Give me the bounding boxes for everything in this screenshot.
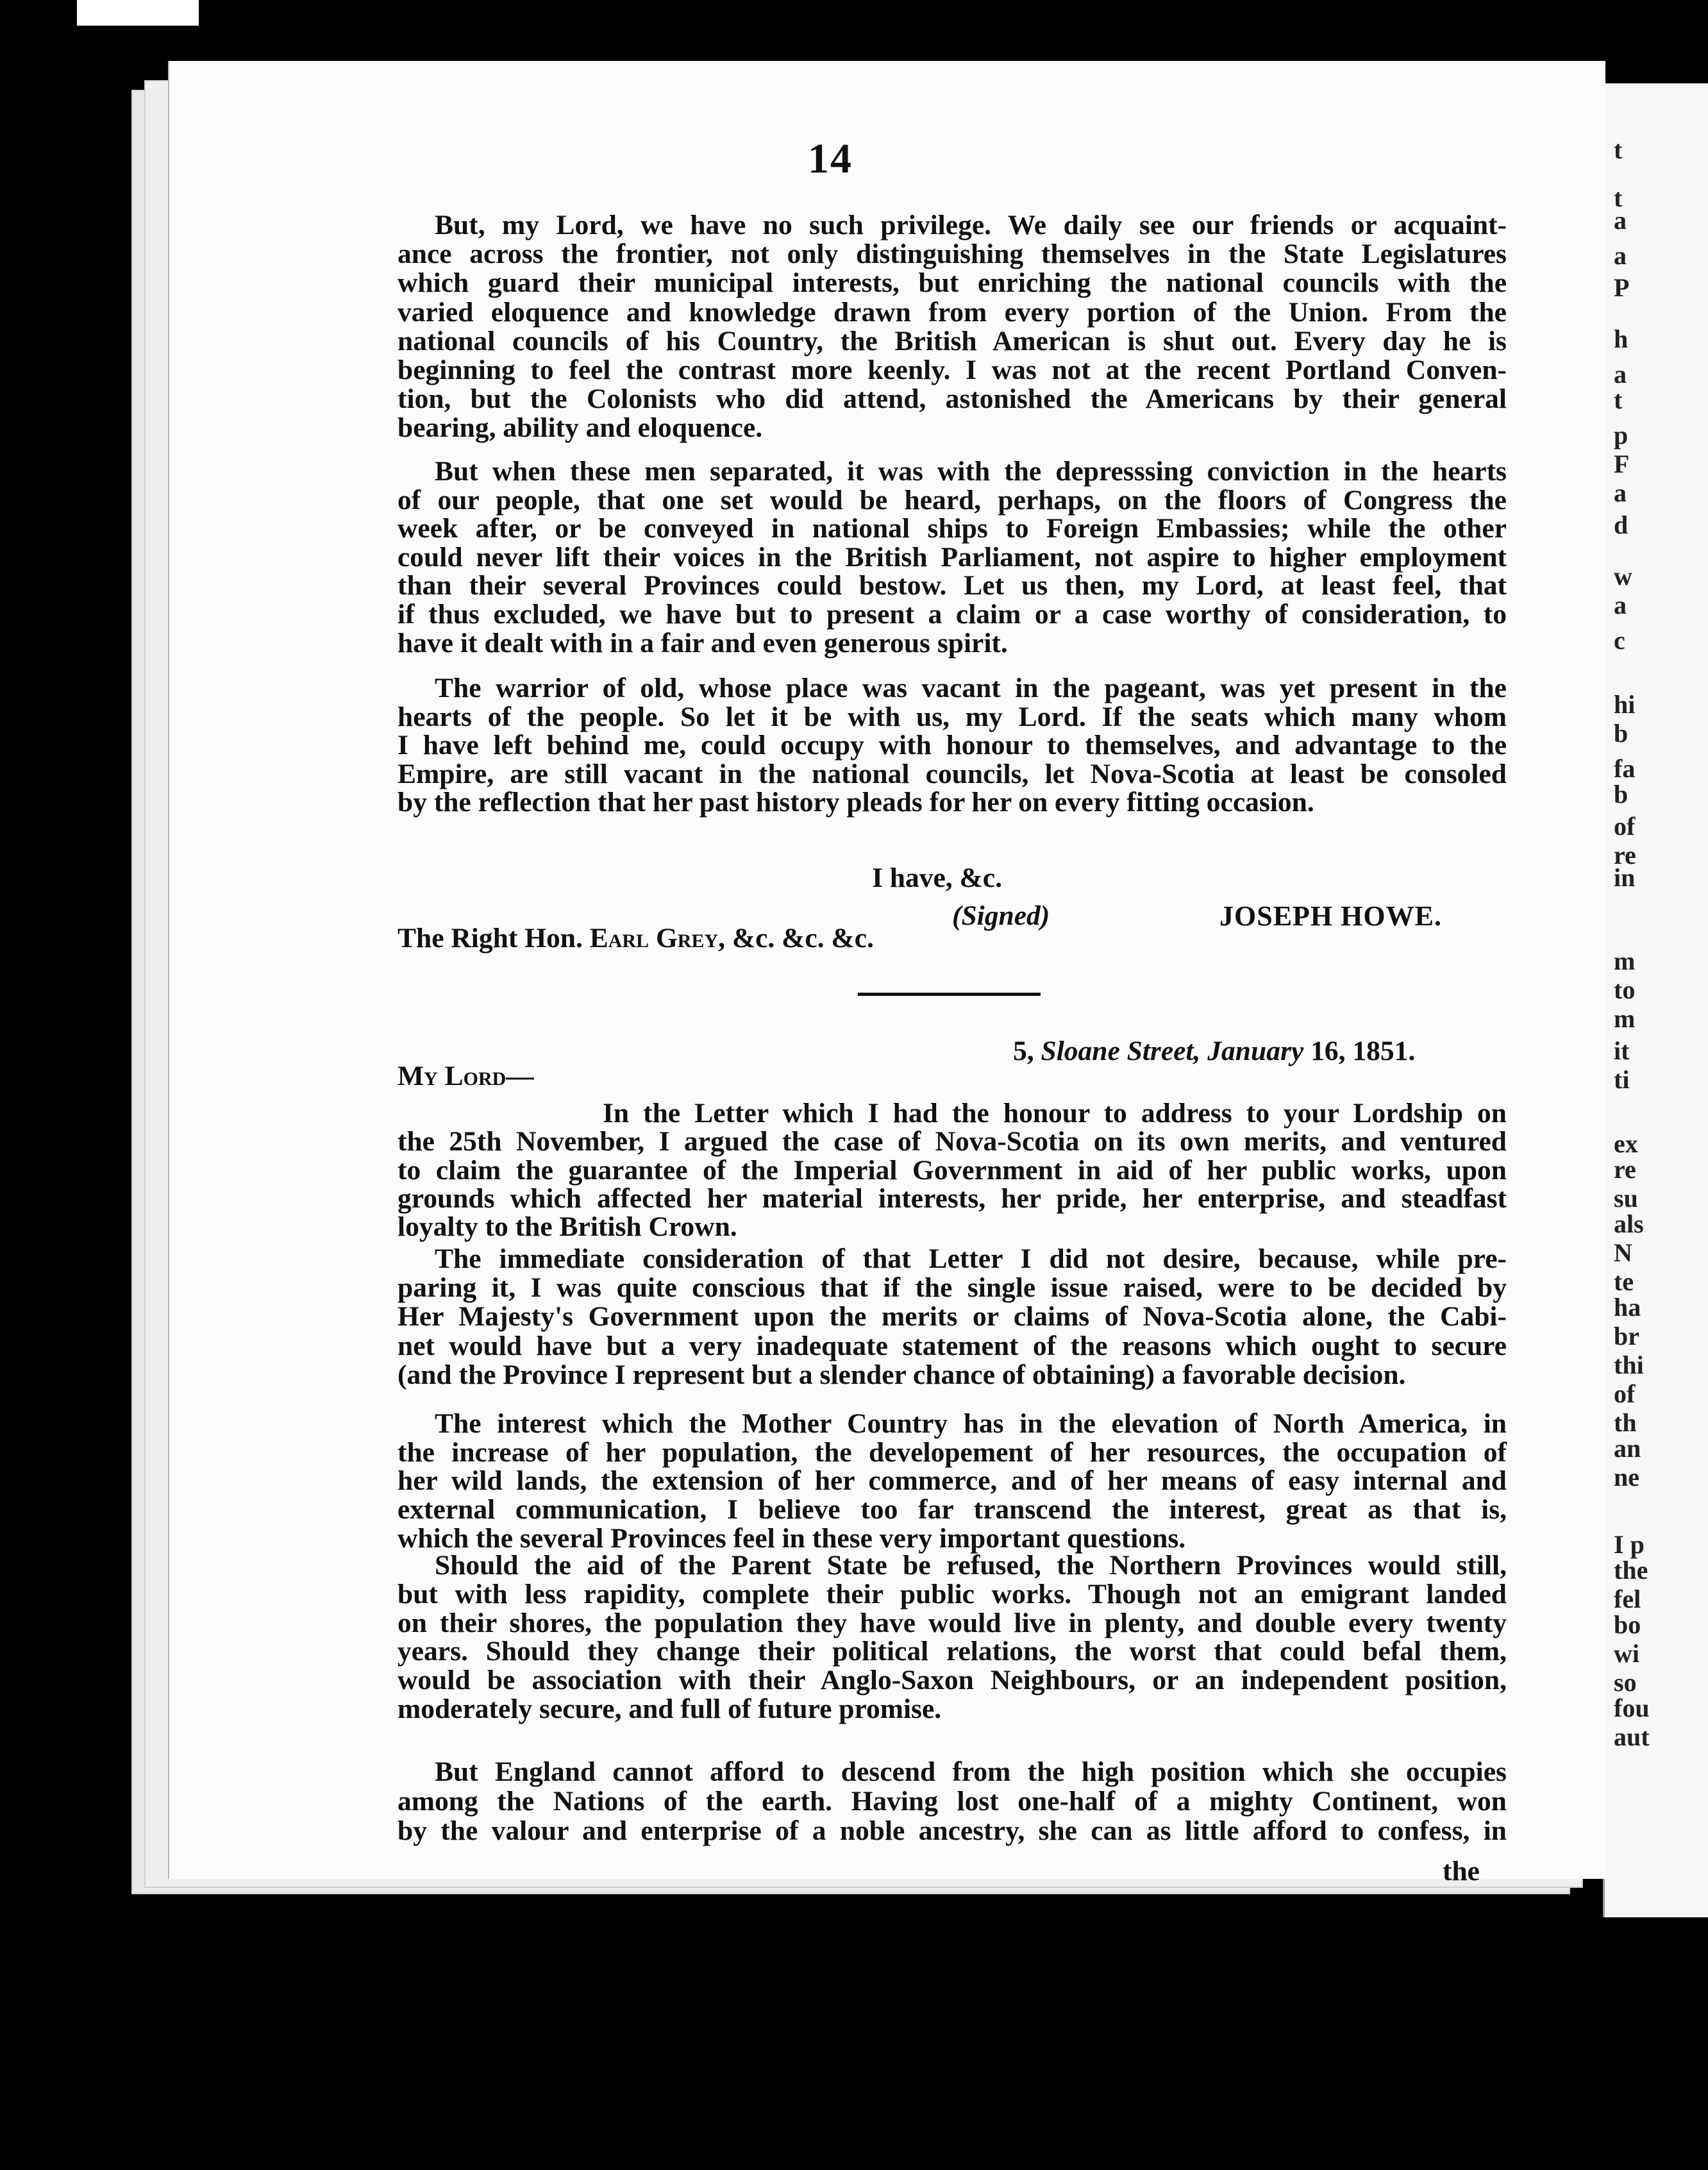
text-line: (and the Province I represent but a slender chance of obtaining) a favorable decision. (398, 1359, 1406, 1390)
text-line: would be association with their Anglo-Saxon Neighbours, or an independent position, (398, 1665, 1507, 1696)
signature: JOSEPH HOWE. (1219, 900, 1442, 932)
text-line: the 25th November, I argued the case of Nova-Scotia on its own merits, and ventured (398, 1126, 1507, 1157)
facing-page-fragment: c (1614, 626, 1625, 655)
facing-page-fragment: t (1614, 183, 1623, 212)
facing-page-fragment: m (1614, 946, 1636, 975)
facing-page-fragment: a (1614, 591, 1627, 619)
text-line: by the valour and enterprise of a noble ancestry, she can as little afford to confess, in (398, 1815, 1507, 1846)
text-line: moderately secure, and full of future promise. (398, 1694, 942, 1724)
text-line: loyalty to the British Crown. (398, 1211, 737, 1243)
text-line: Should the aid of the Parent State be refused, the Northern Provinces would still, (435, 1550, 1507, 1581)
text-line: The immediate consideration of that Letter I did not desire, because, while pre- (435, 1243, 1507, 1274)
text-line: ance across the frontier, not only distinguishing themselves in the State Legislatures (398, 239, 1507, 270)
text-line: which guard their municipal interests, but enriching the national councils with the (398, 267, 1507, 299)
text-line: if thus excluded, we have but to present a claim or a case worthy of consideration, to (398, 599, 1507, 630)
facing-page-fragment: m (1614, 1004, 1636, 1033)
facing-page-fragment: a (1614, 206, 1627, 235)
text-line: national councils of his Country, the British American is shut out. Every day he is (398, 325, 1507, 357)
addressee-prefix: The Right Hon. (398, 923, 590, 954)
text-line: which the several Provinces feel in these very important questions. (398, 1522, 1186, 1554)
text-line: But, my Lord, we have no such privilege. We daily see our friends or acquaint- (435, 210, 1507, 240)
text-line: But England cannot afford to descend from the high position which she occupies (435, 1756, 1507, 1787)
facing-page-fragment: F (1614, 450, 1630, 478)
facing-page-fragment: w (1614, 562, 1632, 591)
text-line: have it dealt with in a fair and even generous spirit. (398, 627, 1008, 659)
text-line: than their several Provinces could bestow. Let us then, my Lord, at least feel, that (398, 570, 1507, 601)
addressee (398, 922, 874, 954)
facing-page-fragment: fa (1614, 754, 1636, 783)
facing-page-fragment: su (1614, 1184, 1638, 1213)
facing-page-fragment: b (1614, 719, 1628, 748)
text-line: week after, or be conveyed in national ships to Foreign Embassies; while the other (398, 513, 1507, 544)
text-line: bearing, ability and eloquence. (398, 412, 763, 444)
date-suffix: 16, 1851. (1303, 1036, 1416, 1066)
facing-page-fragment: of (1614, 1379, 1636, 1408)
facing-page-fragment: p (1614, 421, 1628, 450)
facing-page-fragment: a (1614, 241, 1627, 270)
text-line: her wild lands, the extension of her commerce, and of her means of easy internal and (398, 1465, 1507, 1497)
text-line: external communication, I believe too far transcend the interest, great as that is, (398, 1494, 1507, 1526)
signed-label: (Signed) (952, 900, 1050, 931)
text-line: hearts of the people. So let it be with us, my Lord. If the seats which many whom (398, 701, 1507, 732)
facing-page-fragment: to (1614, 975, 1636, 1004)
text-line: of our people, that one set would be heard, perhaps, on the floors of Congress the (398, 484, 1507, 516)
corner-scrap (77, 0, 199, 26)
facing-page-fragment: b (1614, 780, 1628, 809)
section-divider (858, 993, 1041, 996)
text-line: The warrior of old, whose place was vacant in the pageant, was yet present in the (435, 673, 1507, 703)
text-line: to claim the guarantee of the Imperial Government in aid of her public works, upon (398, 1154, 1507, 1186)
text-line: I have left behind me, could occupy with honour to themselves, and advantage to the (398, 730, 1507, 761)
text-line: could never lift their voices in the British Parliament, not aspire to higher employment (398, 541, 1507, 573)
catchword: the (1443, 1856, 1480, 1887)
text-line: on their shores, the population they have would live in plenty, and double every twenty (398, 1607, 1507, 1638)
facing-page-fragment: hi (1614, 690, 1636, 719)
text-line: but with less rapidity, complete their public works. Though not an emigrant landed (398, 1578, 1507, 1610)
facing-page-fragment: a (1614, 360, 1627, 389)
facing-page-fragment: P (1614, 273, 1630, 302)
facing-page-fragment: the (1614, 1556, 1648, 1585)
facing-page-fragment: so (1614, 1668, 1637, 1697)
facing-page-fragment: fou (1614, 1694, 1650, 1722)
facing-page-fragment: aut (1614, 1722, 1650, 1751)
text-line: beginning to feel the contrast more keenly. I was not at the recent Portland Conven- (398, 355, 1507, 385)
text-line: But when these men separated, it was with the depresssing conviction in the hearts (435, 456, 1507, 487)
facing-page-fragment: ha (1614, 1293, 1641, 1322)
addressee-name: Earl Grey (589, 923, 719, 954)
facing-page-fragment: I p (1614, 1530, 1645, 1559)
facing-page-fragment: ex (1614, 1129, 1638, 1158)
text-line: by the reflection that her past history pleads for her on every fitting occasion. (398, 787, 1314, 818)
facing-page-fragment: wi (1614, 1639, 1639, 1668)
facing-page-fragment: d (1614, 510, 1628, 539)
facing-page-fragment: of (1614, 812, 1636, 841)
date-prefix: 5, (1013, 1036, 1041, 1066)
text-line: Her Majesty's Government upon the merits or claims of Nova-Scotia alone, the Cabi- (398, 1301, 1507, 1333)
facing-page-fragment: fel (1614, 1585, 1641, 1613)
facing-page-fragment: N (1614, 1238, 1632, 1267)
facing-page-fragment: thi (1614, 1350, 1644, 1379)
text-line: among the Nations of the earth. Having lost one-half of a mighty Continent, won (398, 1786, 1507, 1817)
facing-page-fragment: t (1614, 385, 1623, 414)
facing-page-fragment: a (1614, 478, 1627, 507)
text-line: varied eloquence and knowledge drawn from every portion of the Union. From the (398, 296, 1507, 328)
text-line: In the Letter which I had the honour to address to your Lordship on (603, 1098, 1507, 1129)
facing-page-fragment: re (1614, 1155, 1636, 1184)
facing-page-fragment: als (1614, 1209, 1644, 1238)
facing-page-fragment: re (1614, 841, 1636, 870)
text-line: The interest which the Mother Country has in the elevation of North America, in (435, 1408, 1507, 1439)
facing-page-fragment: ti (1614, 1065, 1630, 1094)
addressee-suffix: , &c. &c. &c. (718, 923, 874, 954)
text-line: paring it, I was quite conscious that if the single issue raised, were to be decided by (398, 1272, 1507, 1304)
facing-page-fragment: t (1614, 135, 1623, 164)
facing-page-fragment: ne (1614, 1463, 1639, 1492)
salutation: My Lord— (398, 1061, 534, 1091)
text-line: years. Should they change their political relations, the worst that could befal them, (398, 1636, 1507, 1667)
closing-line: I have, &c. (872, 862, 1002, 893)
text-line: net would have but a very inadequate statement of the reasons which ought to secure (398, 1330, 1507, 1361)
date-street: Sloane Street, January (1041, 1036, 1304, 1066)
facing-page-fragment: in (1614, 863, 1636, 892)
facing-page-fragment: te (1614, 1267, 1634, 1296)
page-number: 14 (808, 135, 853, 182)
facing-page-fragment: it (1614, 1036, 1630, 1065)
text-line: tion, but the Colonists who did attend, astonished the Americans by their general (398, 383, 1507, 415)
text-line: Empire, are still vacant in the national councils, let Nova-Scotia at least be consoled (398, 758, 1507, 789)
facing-page-fragment: br (1614, 1322, 1639, 1350)
facing-page-fragment: bo (1614, 1610, 1641, 1639)
text-line: grounds which affected her material interests, her pride, her enterprise, and steadfast (398, 1182, 1507, 1214)
facing-page-fragment: h (1614, 324, 1628, 353)
facing-page (1603, 83, 1708, 1917)
facing-page-fragment: an (1614, 1434, 1641, 1463)
facing-page-fragment: th (1614, 1408, 1637, 1437)
text-line: the increase of her population, the developement of her resources, the occupation of (398, 1436, 1507, 1468)
dateline (1013, 1035, 1415, 1067)
